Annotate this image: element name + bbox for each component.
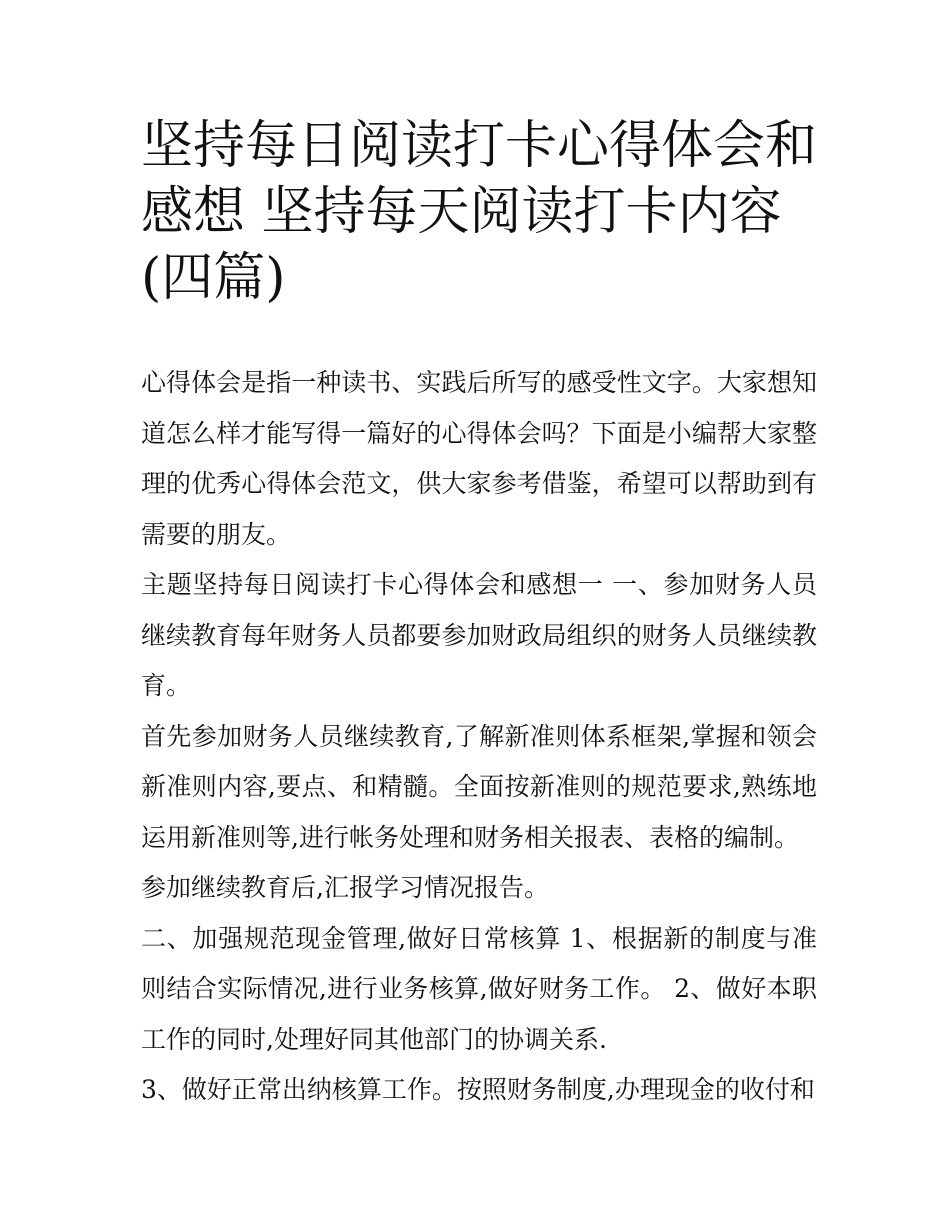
paragraph-cashier: 3、做好正常出纳核算工作。按照财务制度,办理现金的收付和 — [141, 1075, 815, 1104]
paragraph-intro: 心得体会是指一种读书、实践后所写的感受性文字。大家想知道怎么样才能写得一篇好的心得体会吗？下面是小编帮大家整理的优秀心得体会范文，供大家参考借鉴，希望可以帮助到有需要的朋友。 — [141, 368, 817, 549]
paragraph-continuing-education: 首先参加财务人员继续教育,了解新准则体系框架,掌握和领会新准则内容,要点、和精髓。全面按新准则的规范要求,熟练地运用新准则等,进行帐务处理和财务相关报表、表格的编制。 — [141, 721, 817, 852]
document-body — [141, 358, 817, 1116]
paragraph-topic-one: 主题坚持每日阅读打卡心得体会和感想一 一、参加财务人员继续教育每年财务人员都要参加财政局组织的财务人员继续教育。 — [141, 570, 817, 700]
paragraph-cash-management: 二、加强规范现金管理,做好日常核算 1、根据新的制度与准则结合实际情况,进行业务核算,做好财务工作。 2、做好本职工作的同时,处理好同其他部门的协调关系. — [141, 923, 817, 1054]
paragraph-report: 参加继续教育后,汇报学习情况报告。 — [141, 873, 549, 902]
document-title: 坚持每日阅读打卡心得体会和感想 坚持每天阅读打卡内容(四篇) — [141, 116, 818, 308]
